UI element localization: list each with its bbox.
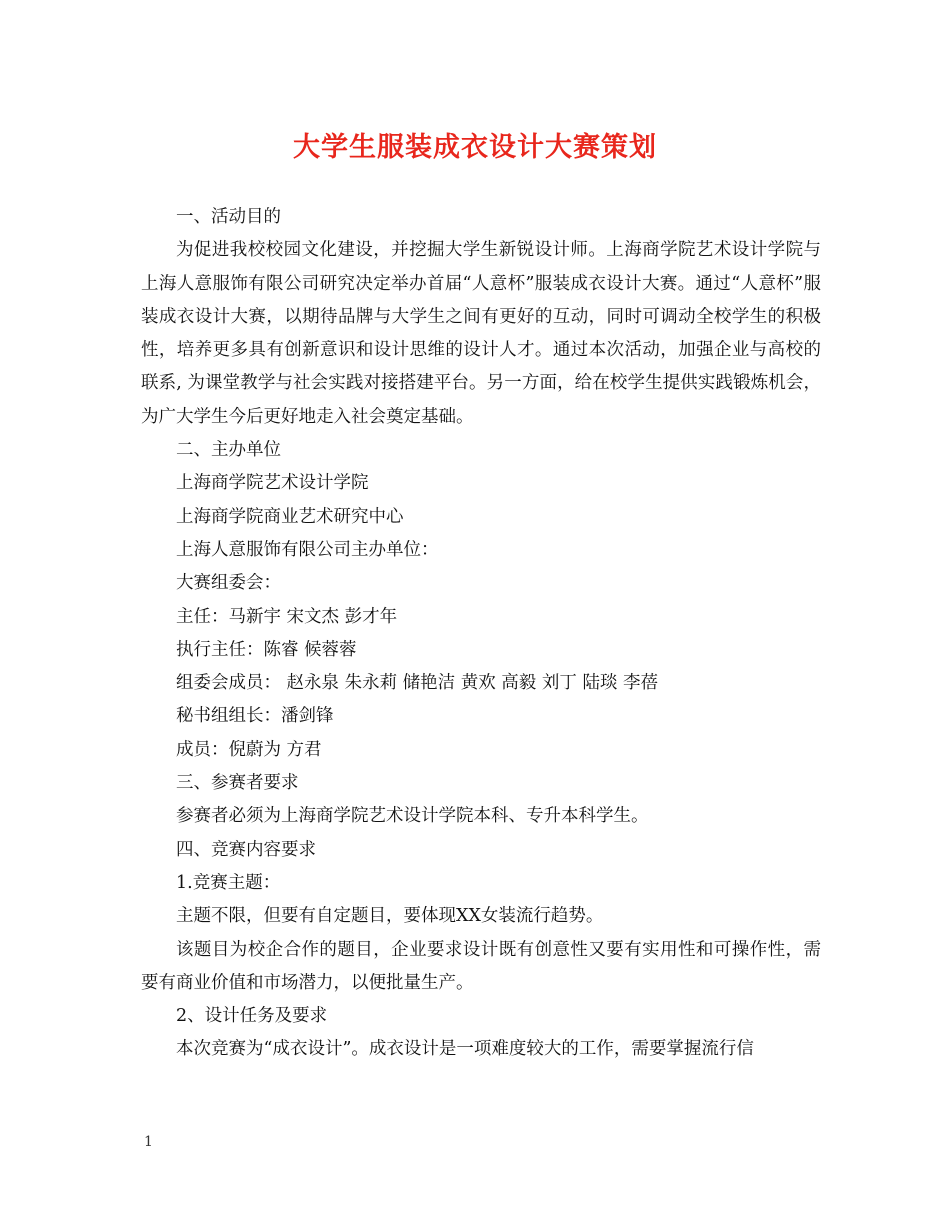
paragraph: 该题目为校企合作的题目，企业要求设计既有创意性又要有实用性和可操作性，需要有商业价值和市场潜力，以便批量生产。 — [141, 939, 821, 993]
section-heading-2: 二、主办单位 — [176, 440, 281, 461]
subheading: 2、设计任务及要求 — [176, 1006, 328, 1027]
committee-line: 执行主任：陈睿 候蓉蓉 — [176, 639, 357, 660]
document-body — [141, 201, 821, 1067]
committee-line: 成员：倪蔚为 方君 — [176, 739, 322, 760]
paragraph: 为促进我校校园文化建设，并挖掘大学生新锐设计师。上海商学院艺术设计学院与上海人意服饰有限公司研究决定举办首届“人意杯”服装成衣设计大赛。通过“人意杯”服装成衣设计大赛，以期待品牌与大学生之间有更好的互动，同时可调动全校学生的积极性，培养更多具有创新意识和设计思维的设计人才。通过本次活动，加强企业与高校的联系, 为课堂教学与社会实践对接搭建平台。另一方面，给在校学生提供实践锻炼机会，为广大学生今后更好地走入社会奠定基础。 — [141, 240, 821, 427]
subheading: 1.竞赛主题： — [176, 872, 281, 893]
committee-heading: 大赛组委会： — [176, 573, 281, 594]
section-heading-4: 四、竞赛内容要求 — [176, 839, 316, 860]
committee-line: 秘书组组长：潘剑锋 — [176, 706, 334, 727]
page-number: 1 — [144, 1134, 153, 1150]
section-heading-1: 一、活动目的 — [176, 207, 281, 227]
organizer-line: 上海商学院商业艺术研究中心 — [176, 506, 404, 527]
committee-line: 组委会成员： 赵永泉 朱永莉 储艳洁 黄欢 高毅 刘丁 陆琰 李蓓 — [176, 673, 659, 694]
section-heading-3: 三、参赛者要求 — [176, 773, 299, 794]
paragraph: 本次竞赛为“成衣设计”。成衣设计是一项难度较大的工作，需要掌握流行信 — [176, 1039, 754, 1060]
paragraph: 参赛者必须为上海商学院艺术设计学院本科、专升本科学生。 — [176, 806, 649, 827]
organizer-line: 上海人意服饰有限公司主办单位： — [176, 539, 439, 560]
committee-line: 主任：马新宇 宋文杰 彭才年 — [176, 606, 398, 627]
paragraph: 主题不限，但要有自定题目，要体现XX女装流行趋势。 — [176, 906, 604, 927]
document-title: 大学生服装成衣设计大赛策划 — [293, 132, 657, 163]
organizer-line: 上海商学院艺术设计学院 — [176, 473, 369, 494]
